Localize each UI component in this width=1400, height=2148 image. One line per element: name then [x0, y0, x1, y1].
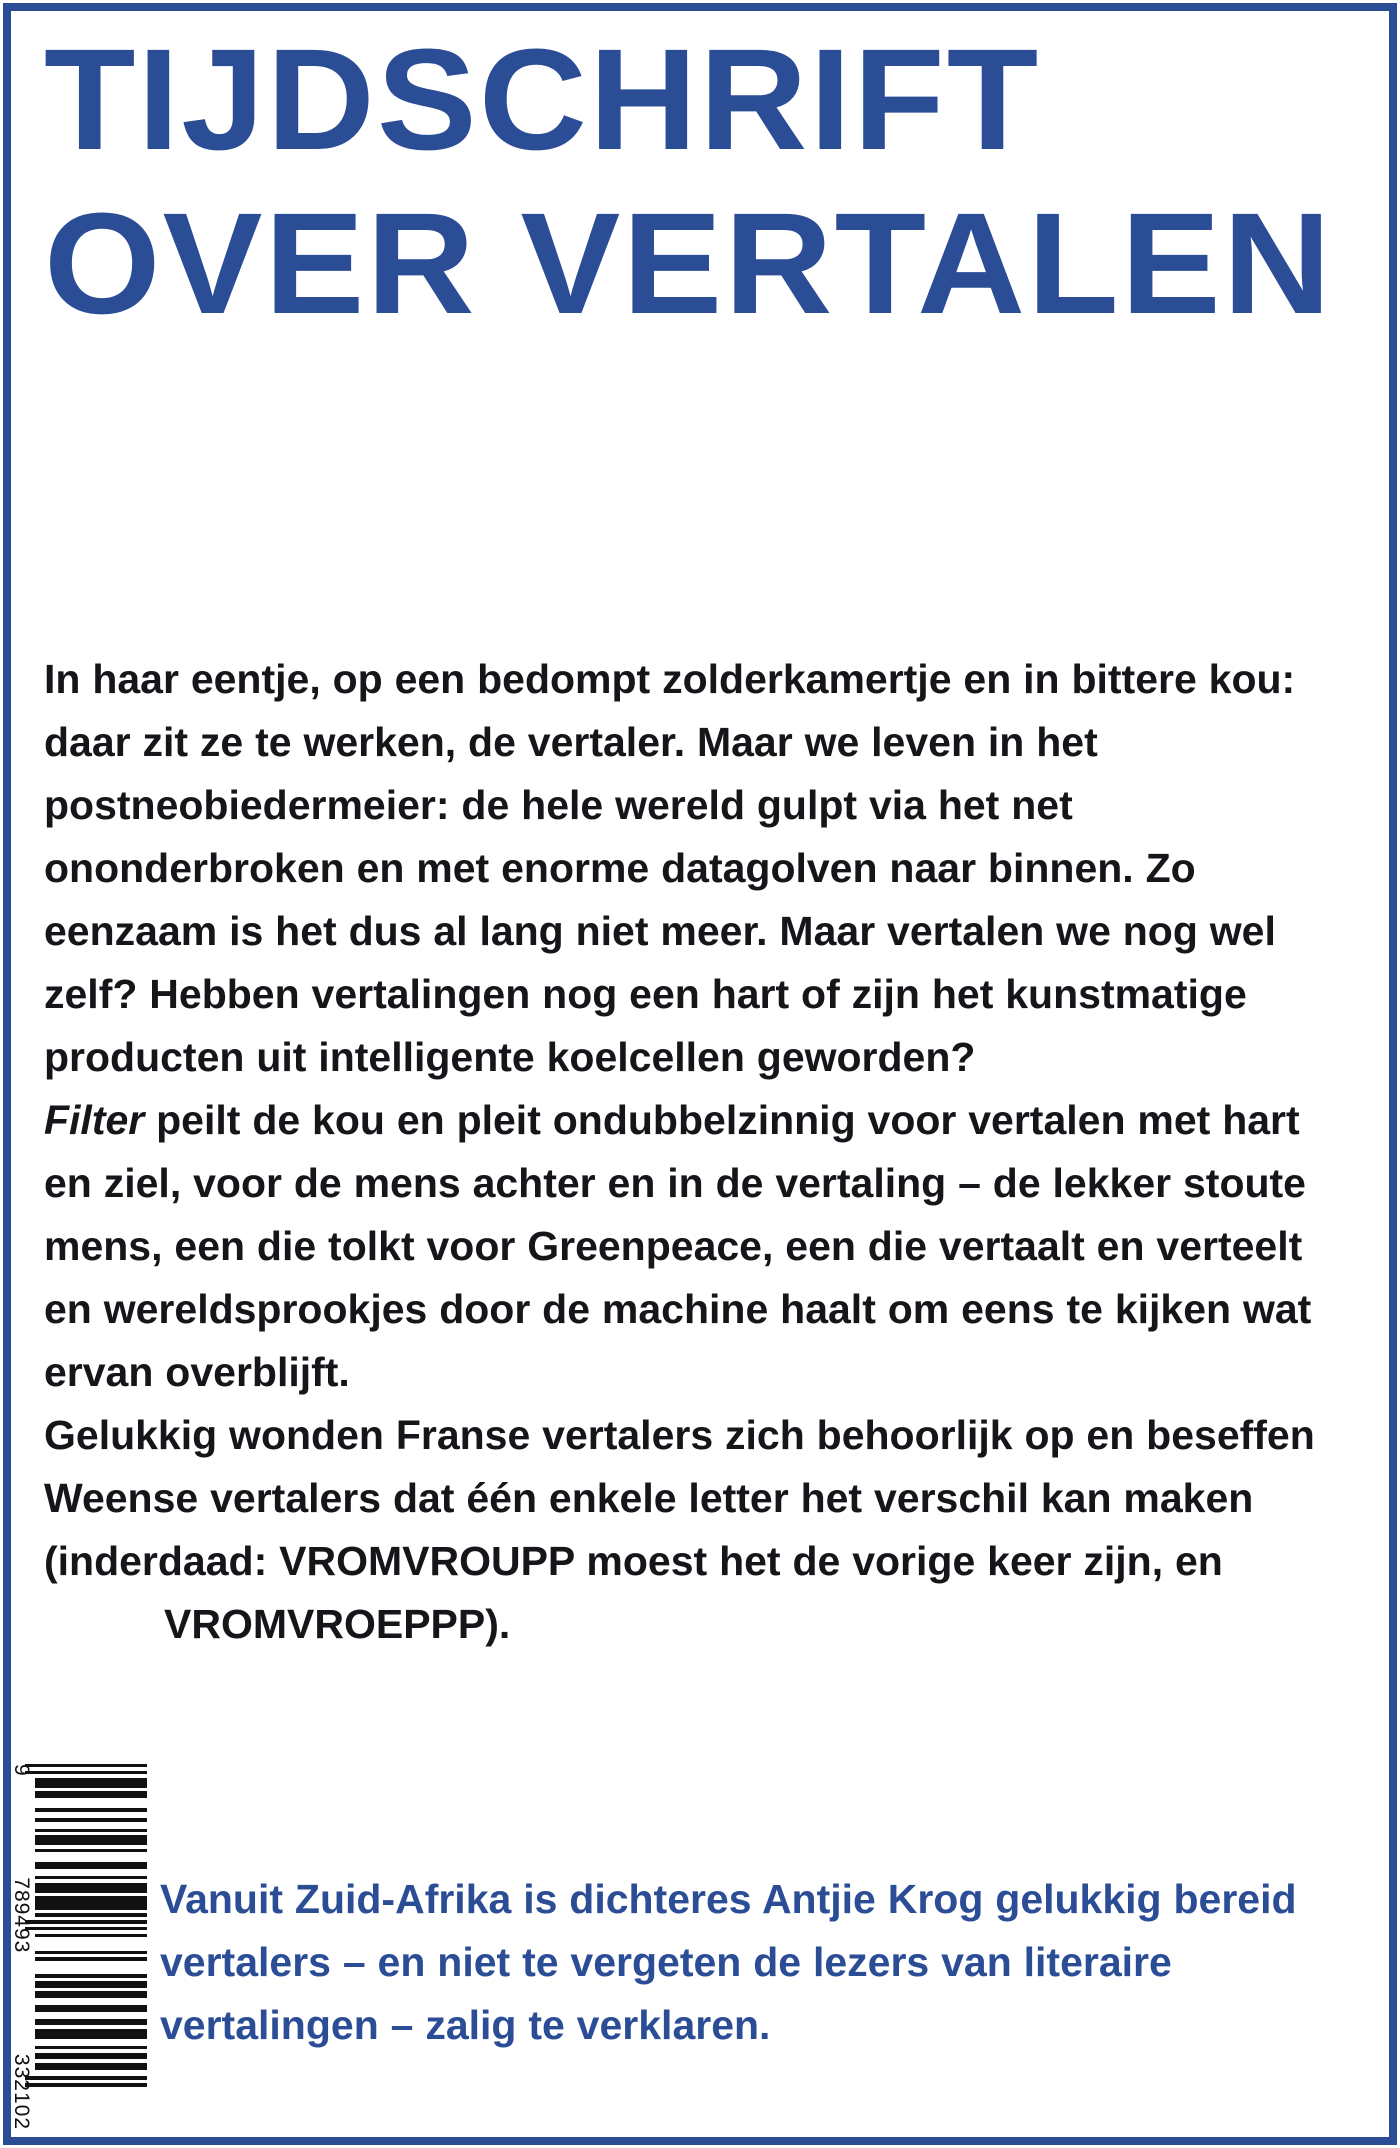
blurb-paragraph-2-rest: peilt de kou en pleit ondubbelzinnig voor vertalen met hart en ziel, voor de mens achter en in de vertaling – de lekker stoute mens, een die tolkt voor Greenpeace, een die vertaalt en verteelt en wereldsprookjes door de machine haalt om eens te kijken wat ervan overblijft.: [44, 1097, 1312, 1395]
blurb-paragraph-1: In haar eentje, op een bedompt zolderkamertje en in bittere kou: daar zit ze te werken, de vertaler. Maar we leven in het postneobiedermeier: de hele wereld gulpt via het net ononderbroken en met enorme datagolven naar binnen. Zo eenzaam is het dus al lang niet meer. Maar vertalen we nog wel zelf? Hebben vertalingen nog een hart of zijn het kunstmatige producten uit intelligente koelcellen geworden?: [44, 656, 1296, 1080]
barcode-bars: [35, 1764, 147, 2087]
barcode: [2, 1760, 152, 2140]
blurb-paragraph-2: [44, 1089, 1340, 1404]
closing-block: [160, 1868, 1340, 2057]
blurb-block: [44, 648, 1340, 1656]
barcode-digits: [9, 1764, 33, 2136]
masthead: [44, 19, 1364, 344]
blurb-paragraph-3: [44, 1404, 1340, 1656]
blurb-paragraph-3-part-2: VROMVROEPPP).: [164, 1601, 511, 1647]
barcode-left-group: 789493: [10, 1877, 33, 1954]
barcode-rotated-group: [7, 1764, 147, 2136]
blurb-paragraph-3-part-1: Gelukkig wonden Franse vertalers zich behoorlijk op en beseffen Weense vertalers dat één enkele letter het verschil kan maken (inderdaad: VROMVROUPP moest het de vorige keer zijn, en: [44, 1412, 1315, 1584]
barcode-right-group: 332102: [10, 2053, 33, 2130]
masthead-line-two: OVER VERTALEN: [44, 183, 1334, 344]
masthead-line-one: TIJDSCHRIFT: [44, 19, 1041, 180]
closing-paragraph: Vanuit Zuid-Afrika is dichteres Antjie Krog gelukkig bereid vertalers – en niet te vergeten de lezers van literaire vertalingen – zalig te verklaren.: [160, 1876, 1297, 2048]
journal-title-filter: Filter: [44, 1097, 145, 1143]
barcode-lead-digit: 9: [10, 1764, 33, 1777]
